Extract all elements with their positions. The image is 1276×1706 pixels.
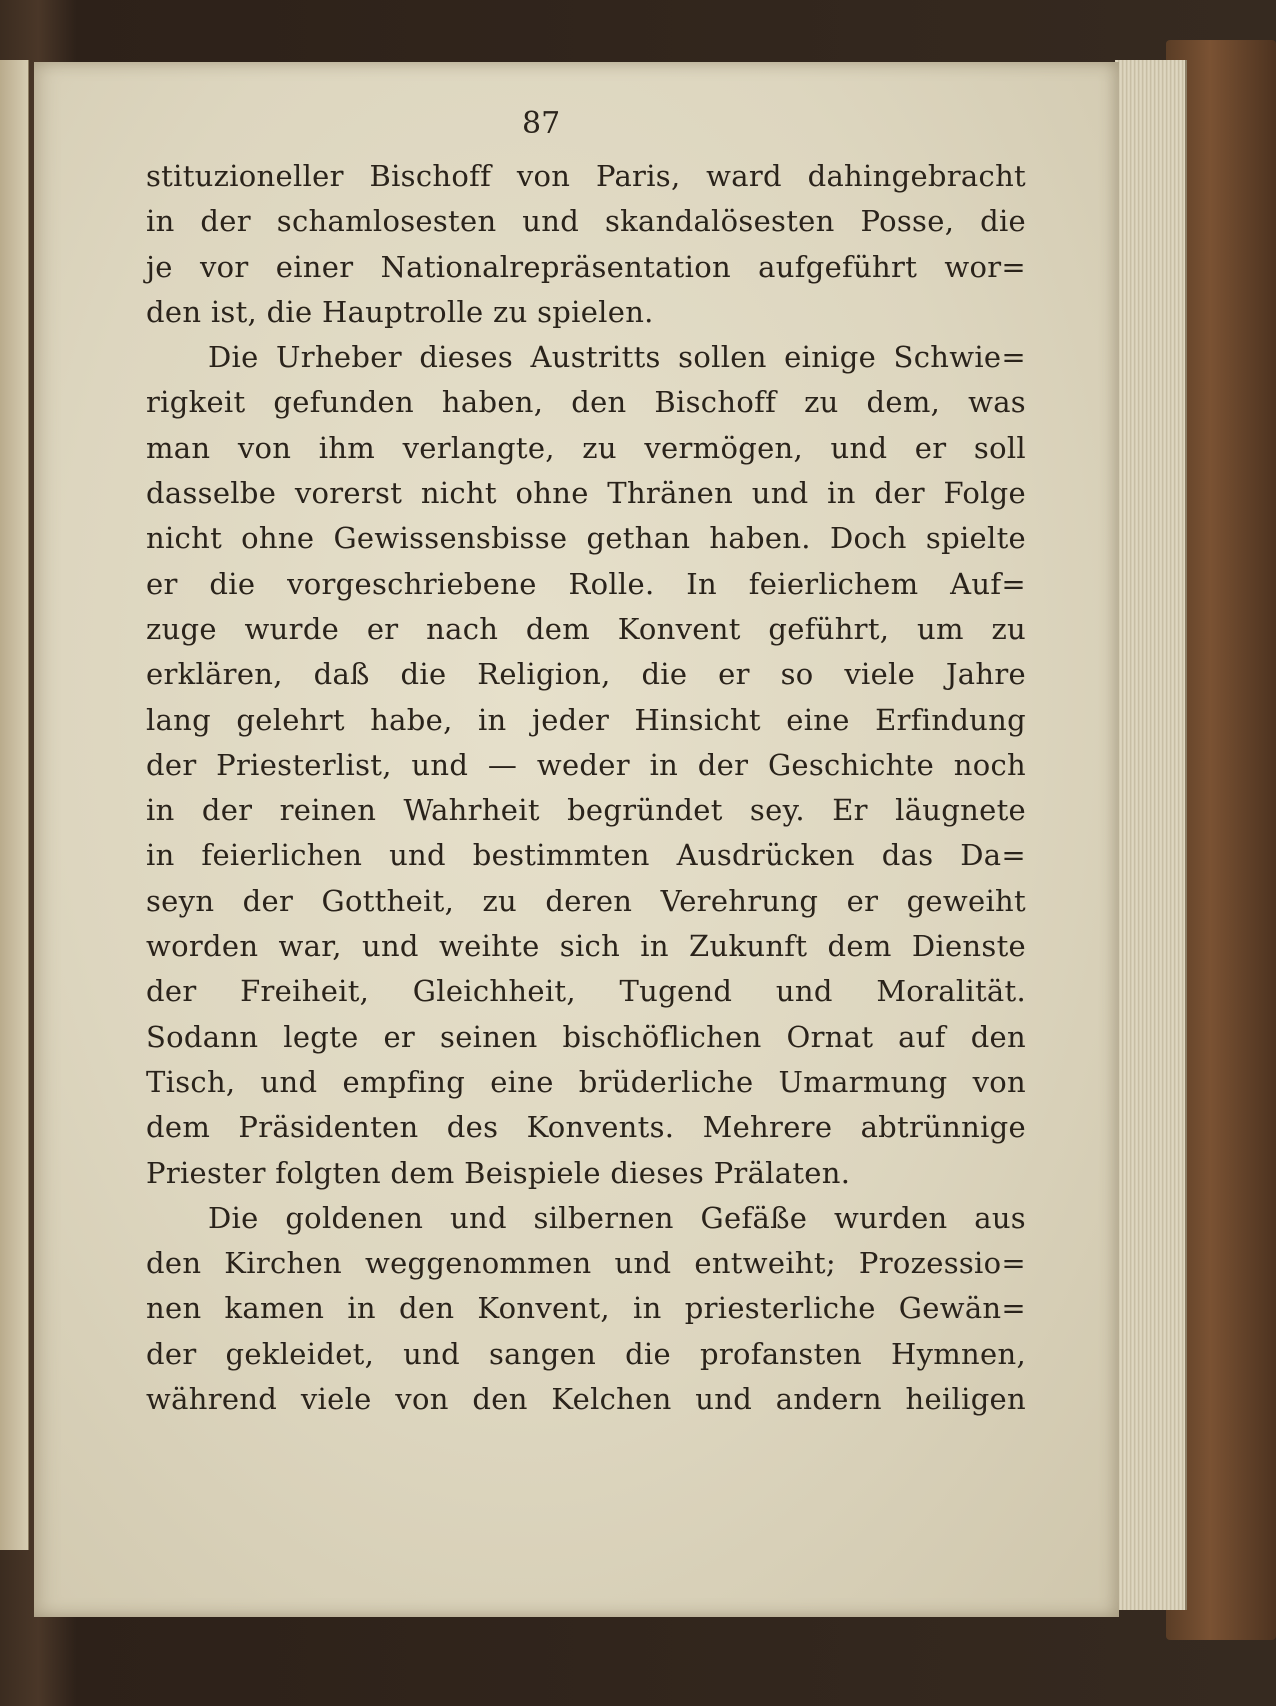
text-line: Die goldenen und silbernen Gefäße wurden aus <box>208 1200 1026 1235</box>
text-line: rigkeit gefunden haben, den Bischoff zu dem, was <box>146 385 1026 420</box>
text-line: nen kamen in den Konvent, in priesterliche Gewän= <box>146 1291 1026 1326</box>
left-page-edge <box>0 60 29 1550</box>
text-line: der Priesterlist, und — weder in der Geschichte noch <box>146 747 1026 782</box>
text-line: nicht ohne Gewissensbisse gethan haben. Doch spielte <box>146 521 1026 556</box>
text-line: in der reinen Wahrheit begründet sey. Er läugnete <box>146 793 1026 828</box>
text-line: dasselbe vorerst nicht ohne Thränen und in der Folge <box>146 476 1026 511</box>
book-page <box>34 62 1119 1617</box>
text-line: den ist, die Hauptrolle zu spielen. <box>146 294 654 329</box>
text-line: er die vorgeschriebene Rolle. In feierlichem Auf= <box>146 566 1026 601</box>
text-line: in feierlichen und bestimmten Ausdrücken das Da= <box>146 838 1026 873</box>
text-line: man von ihm verlangte, zu vermögen, und er soll <box>146 430 1026 465</box>
text-line: Tisch, und empfing eine brüderliche Umarmung von <box>146 1064 1026 1099</box>
text-line: lang gelehrt habe, in jeder Hinsicht eine Erfindung <box>146 702 1026 737</box>
text-line: der Freiheit, Gleichheit, Tugend und Moralität. <box>146 974 1026 1009</box>
text-line: worden war, und weihte sich in Zukunft dem Dienste <box>146 929 1026 964</box>
text-line: Sodann legte er seinen bischöflichen Ornat auf den <box>146 1019 1026 1054</box>
text-line: zuge wurde er nach dem Konvent geführt, um zu <box>146 611 1026 646</box>
text-line: je vor einer Nationalrepräsentation aufgeführt wor= <box>146 249 1026 284</box>
text-line: Die Urheber dieses Austritts sollen einige Schwie= <box>208 340 1026 375</box>
text-line: stituzioneller Bischoff von Paris, ward dahingebracht <box>146 159 1026 193</box>
page-stack-edge <box>1115 60 1187 1610</box>
text-line: den Kirchen weggenommen und entweiht; Prozessio= <box>146 1246 1026 1281</box>
text-line: während viele von den Kelchen und andern heiligen <box>146 1382 1026 1417</box>
body-text <box>146 154 1026 1422</box>
text-line: in der schamlosesten und skandalösesten Posse, die <box>146 204 1026 239</box>
text-line: Priester folgten dem Beispiele dieses Prälaten. <box>146 1155 851 1190</box>
page-number: 87 <box>522 106 561 141</box>
text-line: seyn der Gottheit, zu deren Verehrung er geweiht <box>146 883 1026 918</box>
text-line: dem Präsidenten des Konvents. Mehrere abtrünnige <box>146 1110 1026 1145</box>
text-line: der gekleidet, und sangen die profansten Hymnen, <box>146 1336 1026 1371</box>
text-line: erklären, daß die Religion, die er so viele Jahre <box>146 657 1026 692</box>
